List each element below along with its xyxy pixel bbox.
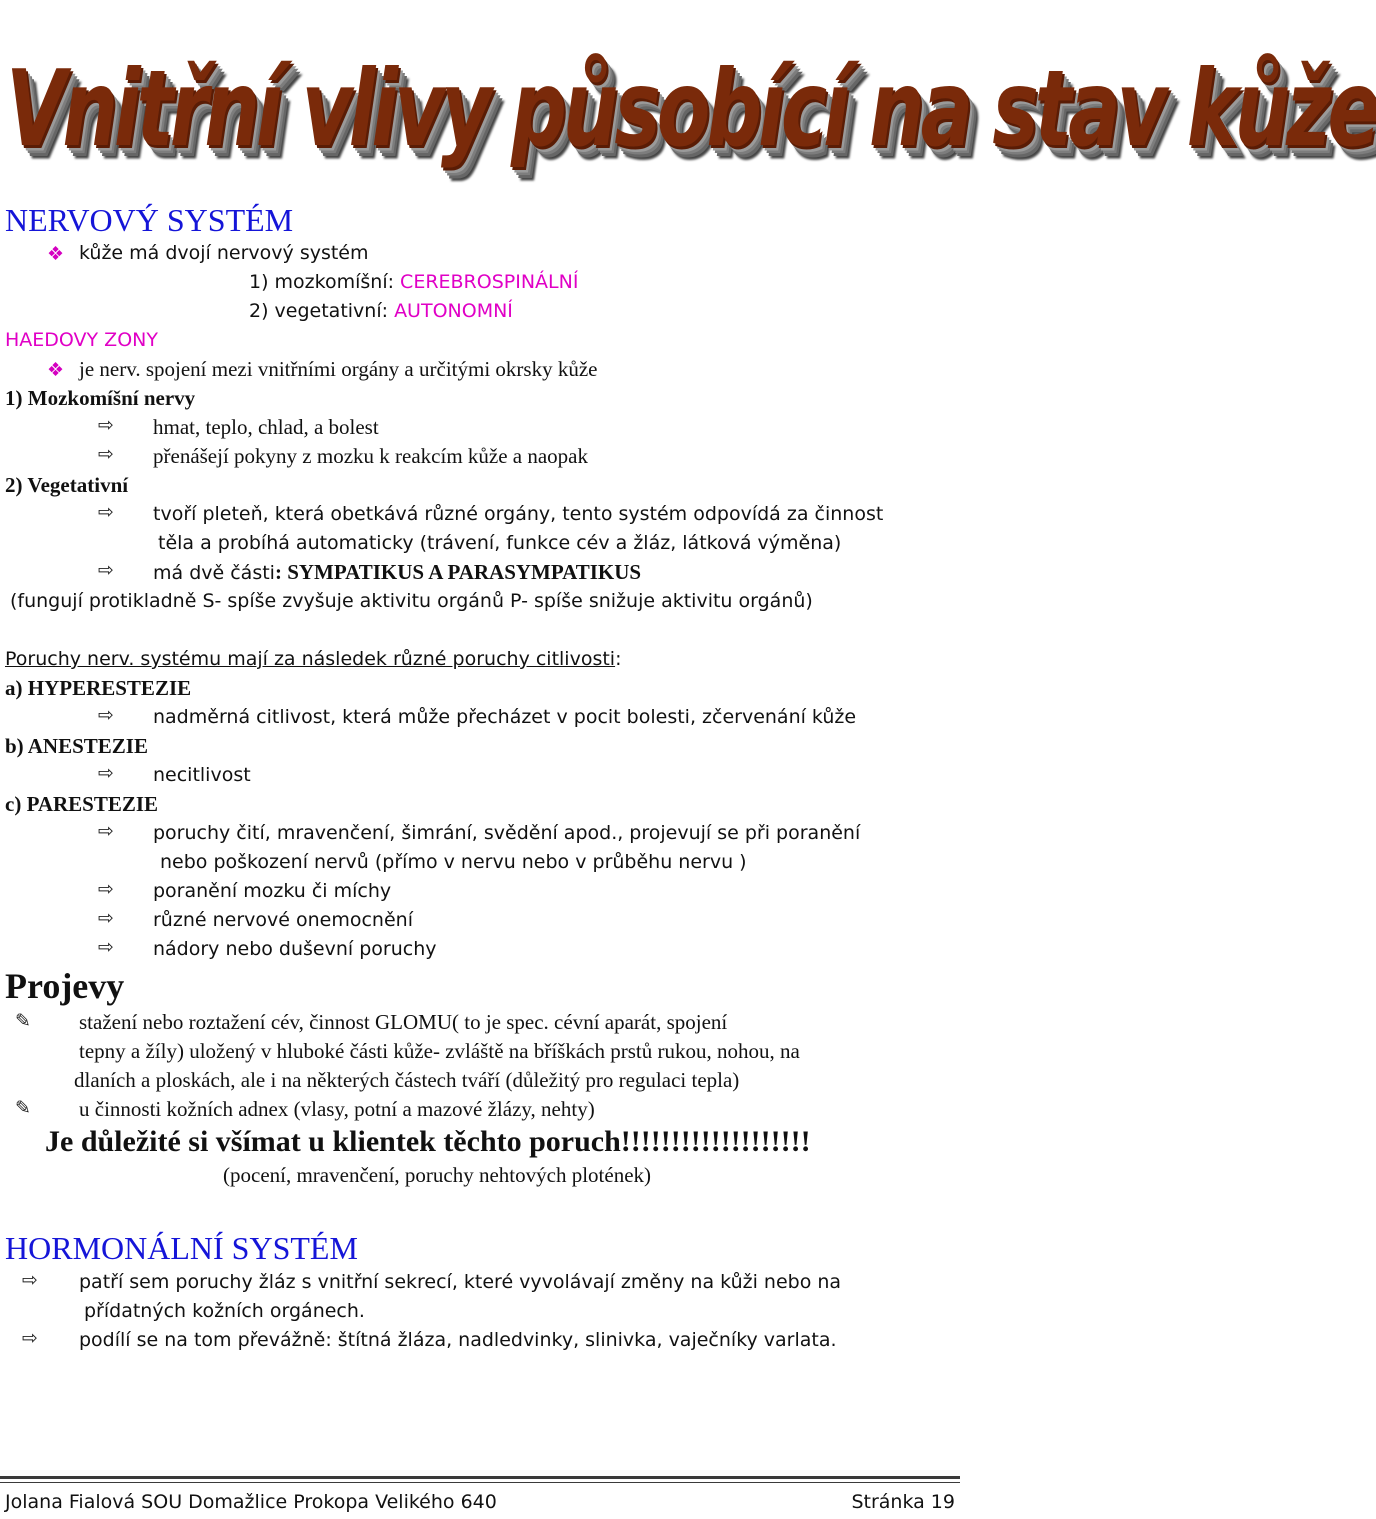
important-subnote: (pocení, mravenčení, poruchy nehtových plotének) — [223, 1163, 652, 1187]
cerebrospinal-term: CEREBROSPINÁLNÍ — [400, 271, 579, 293]
subheading-hyperestezie: a) HYPERESTEZIE — [5, 676, 192, 700]
bullet-text-continued: nebo poškození nervů (přímo v nervu nebo v průběhu nervu ) — [160, 851, 747, 873]
important-notice: Je důležité si všímat u klientek těchto poruch!!!!!!!!!!!!!!!!!!! — [45, 1125, 811, 1158]
arrow-bullet-icon: ⇨ — [98, 907, 114, 929]
bullet-text: má dvě části: SYMPATIKUS A PARASYMPATIKUS — [153, 560, 642, 584]
bullet-text: kůže má dvojí nervový systém — [79, 242, 369, 264]
bullet-text: je nerv. spojení mezi vnitřními orgány a určitými okrsky kůže — [79, 357, 598, 381]
arrow-bullet-icon: ⇨ — [98, 936, 114, 958]
arrow-bullet-icon: ⇨ — [98, 704, 114, 726]
footer-divider — [0, 1476, 960, 1479]
list-item-autonomni: 2) vegetativní: AUTONOMNÍ — [249, 300, 513, 322]
subheading-parestezie: c) PARESTEZIE — [5, 792, 159, 816]
bullet-text: u činnosti kožních adnex (vlasy, potní a mazové žlázy, nehty) — [79, 1097, 595, 1121]
bullet-text: poranění mozku či míchy — [153, 880, 392, 902]
bullet-text: necitlivost — [153, 764, 251, 786]
bullet-text: různé nervové onemocnění — [153, 909, 413, 931]
list-item-cerebrospinal: 1) mozkomíšní: CEREBROSPINÁLNÍ — [249, 271, 579, 293]
diamond-bullet-icon: ❖ — [47, 360, 65, 381]
arrow-bullet-icon: ⇨ — [98, 559, 114, 581]
bullet-text: tvoří pleteň, která obetkává různé orgány, tento systém odpovídá za činnost — [153, 503, 884, 525]
diamond-bullet-icon: ❖ — [47, 244, 65, 265]
bullet-text-continued: přídatných kožních orgánech. — [84, 1300, 365, 1322]
footer-author: Jolana Fialová SOU Domažlice Prokopa Velikého 640 — [5, 1491, 497, 1513]
arrow-bullet-icon: ⇨ — [98, 414, 114, 436]
hormonalni-heading: HORMONÁLNÍ SYSTÉM — [5, 1230, 358, 1266]
subheading-mozkomisni: 1) Mozkomíšní nervy — [5, 386, 196, 410]
bullet-text: přenášejí pokyny z mozku k reakcím kůže a naopak — [153, 444, 589, 468]
bullet-text: poruchy čití, mravenčení, šimrání, svědění apod., projevují se při poranění — [153, 822, 861, 844]
autonomni-term: AUTONOMNÍ — [394, 300, 513, 322]
bullet-text: nadměrná citlivost, která může přecházet v pocit bolesti, zčervenání kůže — [153, 706, 857, 728]
bullet-text: nádory nebo duševní poruchy — [153, 938, 437, 960]
nervovy-heading: NERVOVÝ SYSTÉM — [5, 202, 294, 238]
pen-bullet-icon: ✎ — [15, 1097, 31, 1119]
projevy-heading: Projevy — [5, 966, 125, 1006]
bullet-text: podílí se na tom převážně: štítná žláza, nadledvinky, slinivka, vaječníky varlata. — [79, 1329, 837, 1351]
bullet-text: hmat, teplo, chlad, a bolest — [153, 415, 379, 439]
arrow-bullet-icon: ⇨ — [98, 878, 114, 900]
footer-page-number: Stránka 19 — [851, 1491, 955, 1513]
subheading-anestezie: b) ANESTEZIE — [5, 734, 148, 758]
bullet-text-continued: těla a probíhá automaticky (trávení, funkce cév a žláz, látková výměna) — [158, 532, 842, 554]
bullet-text: patří sem poruchy žláz s vnitřní sekrecí, které vyvolávají změny na kůži nebo na — [79, 1271, 842, 1293]
bullet-text-continued: tepny a žíly) uložený v hluboké části kůže- zvláště na bříškách prstů rukou, nohou, na — [79, 1039, 800, 1063]
arrow-bullet-icon: ⇨ — [98, 820, 114, 842]
pen-bullet-icon: ✎ — [15, 1010, 31, 1032]
bullet-text: stažení nebo roztažení cév, činnost GLOMU( to je spec. cévní aparát, spojení — [79, 1010, 728, 1034]
bullet-text-continued: dlaních a ploskách, ale i na některých částech tváří (důležitý pro regulaci tepla) — [74, 1068, 740, 1092]
footer-divider-thin — [0, 1482, 960, 1483]
arrow-bullet-icon: ⇨ — [22, 1269, 38, 1291]
note-text: (fungují protikladně S- spíše zvyšuje aktivitu orgánů P- spíše snižuje aktivitu orgánů) — [10, 590, 813, 612]
haedovy-heading: HAEDOVY ZONY — [5, 329, 158, 351]
arrow-bullet-icon: ⇨ — [98, 762, 114, 784]
poruchy-intro: Poruchy nerv. systému mají za následek různé poruchy citlivosti: — [5, 648, 622, 670]
arrow-bullet-icon: ⇨ — [98, 443, 114, 465]
subheading-vegetativni: 2) Vegetativní — [5, 473, 129, 497]
arrow-bullet-icon: ⇨ — [22, 1327, 38, 1349]
arrow-bullet-icon: ⇨ — [98, 501, 114, 523]
page-banner-title: Vnitřní vlivy působící na stav kůže — [6, 49, 1376, 171]
